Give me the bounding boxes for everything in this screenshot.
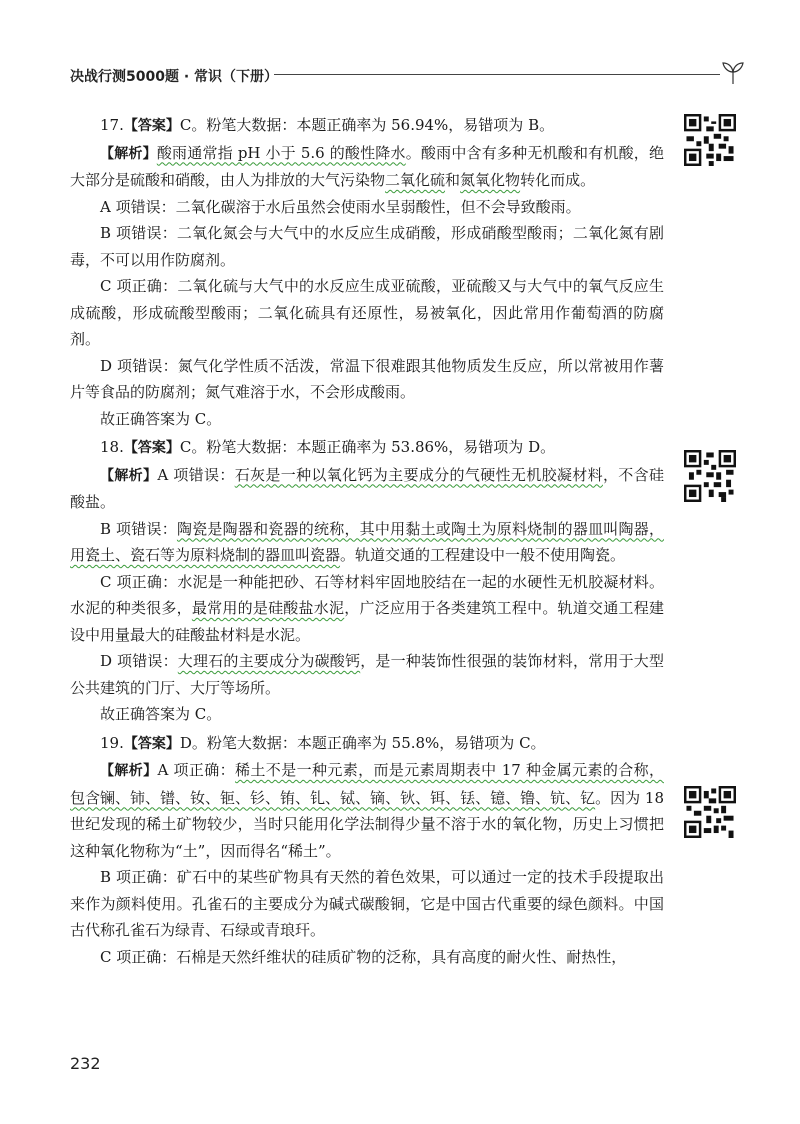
question-18-option-b: B 项错误：陶瓷是陶器和瓷器的统称，其中用黏土或陶土为原料烧制的器皿叫陶器，用瓷土、瓷石等为原料烧制的器皿叫瓷器。轨道交通的工程建设中一般不使用陶瓷。 [70,519,664,564]
page-header [70,60,750,90]
answer-content [70,110,664,970]
question-18-option-d: D 项错误：大理石的主要成分为碳酸钙，是一种装饰性很强的装饰材料，常用于大型公共建筑的门厅、大厅等场所。 [70,652,664,697]
header-rule [274,74,720,75]
sprout-icon [718,60,748,86]
question-18-conclusion: 故正确答案为 C。 [100,705,222,723]
question-19-option-c: C 项正确：石棉是天然纤维状的硅质矿物的泛称，具有高度的耐火性、耐热性， [100,947,627,966]
book-title: 决战行测5000题 · 常识（下册） [70,69,279,85]
page-number: 232 [70,1054,101,1073]
question-17-analysis: 【解析】酸雨通常指 pH 小于 5.6 的酸性降水。酸雨中含有多种无机酸和有机酸，绝大部分是硫酸和硝酸，由人为排放的大气污染物二氧化硫和氮氧化物转化而成。 [70,143,664,189]
question-17-option-a: A 项错误：二氧化碳溶于水后虽然会使雨水呈弱酸性，但不会导致酸雨。 [100,197,581,216]
question-19-answer: 19.【答案】D。粉笔大数据：本题正确率为 55.8%，易错项为 C。 [100,733,546,752]
question-17-conclusion: 故正确答案为 C。 [100,409,222,428]
question-17-option-b: B 项错误：二氧化氮会与大气中的水反应生成硝酸，形成硝酸型酸雨；二氧化氮有剧毒，不可以用作防腐剂。 [70,224,664,269]
question-19-option-a: 【解析】A 项正确：稀土不是一种元素，而是元素周期表中 17 种金属元素的合称，包含镧、铈、镨、钕、钷、钐、铕、钆、铽、镝、钬、铒、铥、镱、镥、钪、钇。因为 18 世纪发现的稀土矿物较少，当时只能用化学法制得少量不溶于水的氧化物，历史上习惯把这种氧化物称为“土”，因而得名“稀土”。 [70,761,664,860]
question-18-answer: 18.【答案】C。粉笔大数据：本题正确率为 53.86%，易错项为 D。 [100,438,556,456]
question-17-answer: 17.【答案】C。粉笔大数据：本题正确率为 56.94%，易错项为 B。 [100,116,555,134]
question-17-option-d: D 项错误：氮气化学性质不活泼，常温下很难跟其他物质发生反应，所以常被用作薯片等食品的防腐剂；氮气难溶于水，不会形成酸雨。 [70,356,664,401]
question-18-option-c: C 项正确：水泥是一种能把砂、石等材料牢固地胶结在一起的水硬性无机胶凝材料。水泥的种类很多，最常用的是硅酸盐水泥，广泛应用于各类建筑工程中。轨道交通工程建设中用量最大的硅酸盐材料是水泥。 [70,572,664,644]
question-18-option-a: 【解析】A 项错误：石灰是一种以氧化钙为主要成分的气硬性无机胶凝材料，不含硅酸盐。 [70,465,664,511]
qr-code-icon[interactable] [684,450,736,502]
qr-code-icon[interactable] [684,114,736,166]
qr-code-icon[interactable] [684,786,736,838]
question-17-option-c: C 项正确：二氧化硫与大气中的水反应生成亚硫酸，亚硫酸又与大气中的氧气反应生成硫酸，形成硫酸型酸雨；二氧化硫具有还原性，易被氧化，因此常用作葡萄酒的防腐剂。 [70,277,664,348]
question-19-option-b: B 项正确：矿石中的某些矿物具有天然的着色效果，可以通过一定的技术手段提取出来作为颜料使用。孔雀石的主要成分为碱式碳酸铜，它是中国古代重要的绿色颜料。中国古代称孔雀石为绿青、石绿或青琅玕。 [70,868,664,939]
